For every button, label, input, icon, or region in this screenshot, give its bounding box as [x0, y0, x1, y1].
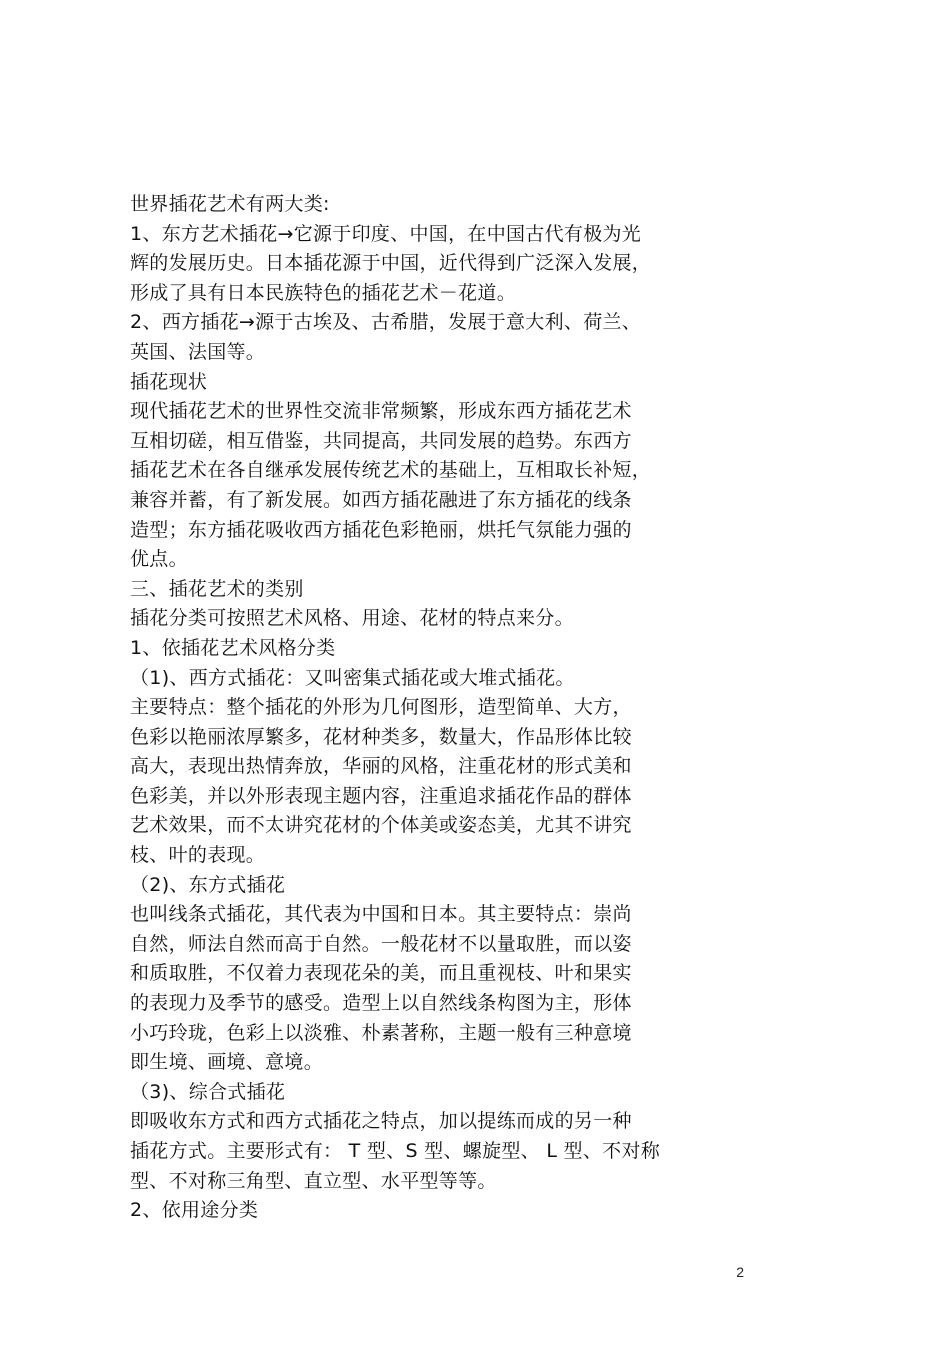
text-line: 2、西方插花→源于古埃及、古希腊，发展于意大利、荷兰、 [130, 311, 642, 334]
text-line: 枝、叶的表现。 [130, 844, 266, 867]
text-line: 插花方式。主要形式有： T 型、S 型、螺旋型、 L 型、不对称 [130, 1140, 661, 1162]
text-line: 型、不对称三角型、直立型、水平型等等。 [130, 1169, 497, 1192]
text-line: 高大，表现出热情奔放，华丽的风格，注重花材的形式美和 [130, 755, 632, 778]
subsection-heading: （3)、综合式插花 [130, 1080, 286, 1103]
text-line: 即生境、画境、意境。 [130, 1051, 324, 1074]
text-line: 互相切磋，相互借鉴，共同提高，共同发展的趋势。东西方 [130, 429, 632, 452]
section-heading: 插花现状 [130, 370, 208, 393]
subsection-heading: 1、依插花艺术风格分类 [130, 636, 336, 659]
subsection-heading: 2、依用途分类 [130, 1199, 259, 1222]
page-number: 2 [736, 1264, 744, 1280]
text-line: 1、东方艺术插花→它源于印度、中国，在中国古代有极为光 [130, 222, 642, 245]
text-line: 英国、法国等。 [130, 340, 266, 363]
subsection-heading: （2)、东方式插花 [130, 873, 286, 896]
text-line: 插花分类可按照艺术风格、用途、花材的特点来分。 [130, 607, 574, 630]
body-text [130, 190, 750, 1226]
section-heading: 三、插花艺术的类别 [130, 577, 304, 600]
text-line: 现代插花艺术的世界性交流非常频繁，形成东西方插花艺术 [130, 400, 632, 423]
text-line: 兼容并蓄，有了新发展。如西方插花融进了东方插花的线条 [130, 488, 632, 511]
text-line: 的表现力及季节的感受。造型上以自然线条构图为主，形体 [130, 992, 632, 1015]
text-line: 造型；东方插花吸收西方插花色彩艳丽，烘托气氛能力强的 [130, 518, 632, 541]
text-line: 色彩以艳丽浓厚繁多，花材种类多，数量大，作品形体比较 [130, 725, 632, 748]
text-line: 世界插花艺术有两大类: [130, 193, 330, 215]
text-line: 也叫线条式插花，其代表为中国和日本。其主要特点：崇尚 [130, 903, 632, 926]
text-line: 小巧玲珑，色彩上以淡雅、朴素著称，主题一般有三种意境 [130, 1021, 632, 1044]
subsection-heading: （1)、西方式插花：又叫密集式插花或大堆式插花。 [130, 666, 575, 689]
text-line: 插花艺术在各自继承发展传统艺术的基础上，互相取长补短， [130, 459, 652, 482]
text-line: 主要特点：整个插花的外形为几何图形，造型简单、大方， [130, 696, 632, 719]
text-line: 辉的发展历史。日本插花源于中国，近代得到广泛深入发展， [130, 252, 652, 275]
text-line: 艺术效果，而不太讲究花材的个体美或姿态美，尤其不讲究 [130, 814, 632, 837]
text-line: 即吸收东方式和西方式插花之特点，加以提练而成的另一种 [130, 1110, 632, 1133]
text-line: 自然，师法自然而高于自然。一般花材不以量取胜，而以姿 [130, 932, 632, 955]
text-line: 优点。 [130, 548, 188, 571]
text-line: 形成了具有日本民族特色的插花艺术－花道。 [130, 281, 517, 304]
text-line: 和质取胜，不仅着力表现花朵的美，而且重视枝、叶和果实 [130, 962, 632, 985]
text-line: 色彩美，并以外形表现主题内容，注重追求插花作品的群体 [130, 784, 632, 807]
